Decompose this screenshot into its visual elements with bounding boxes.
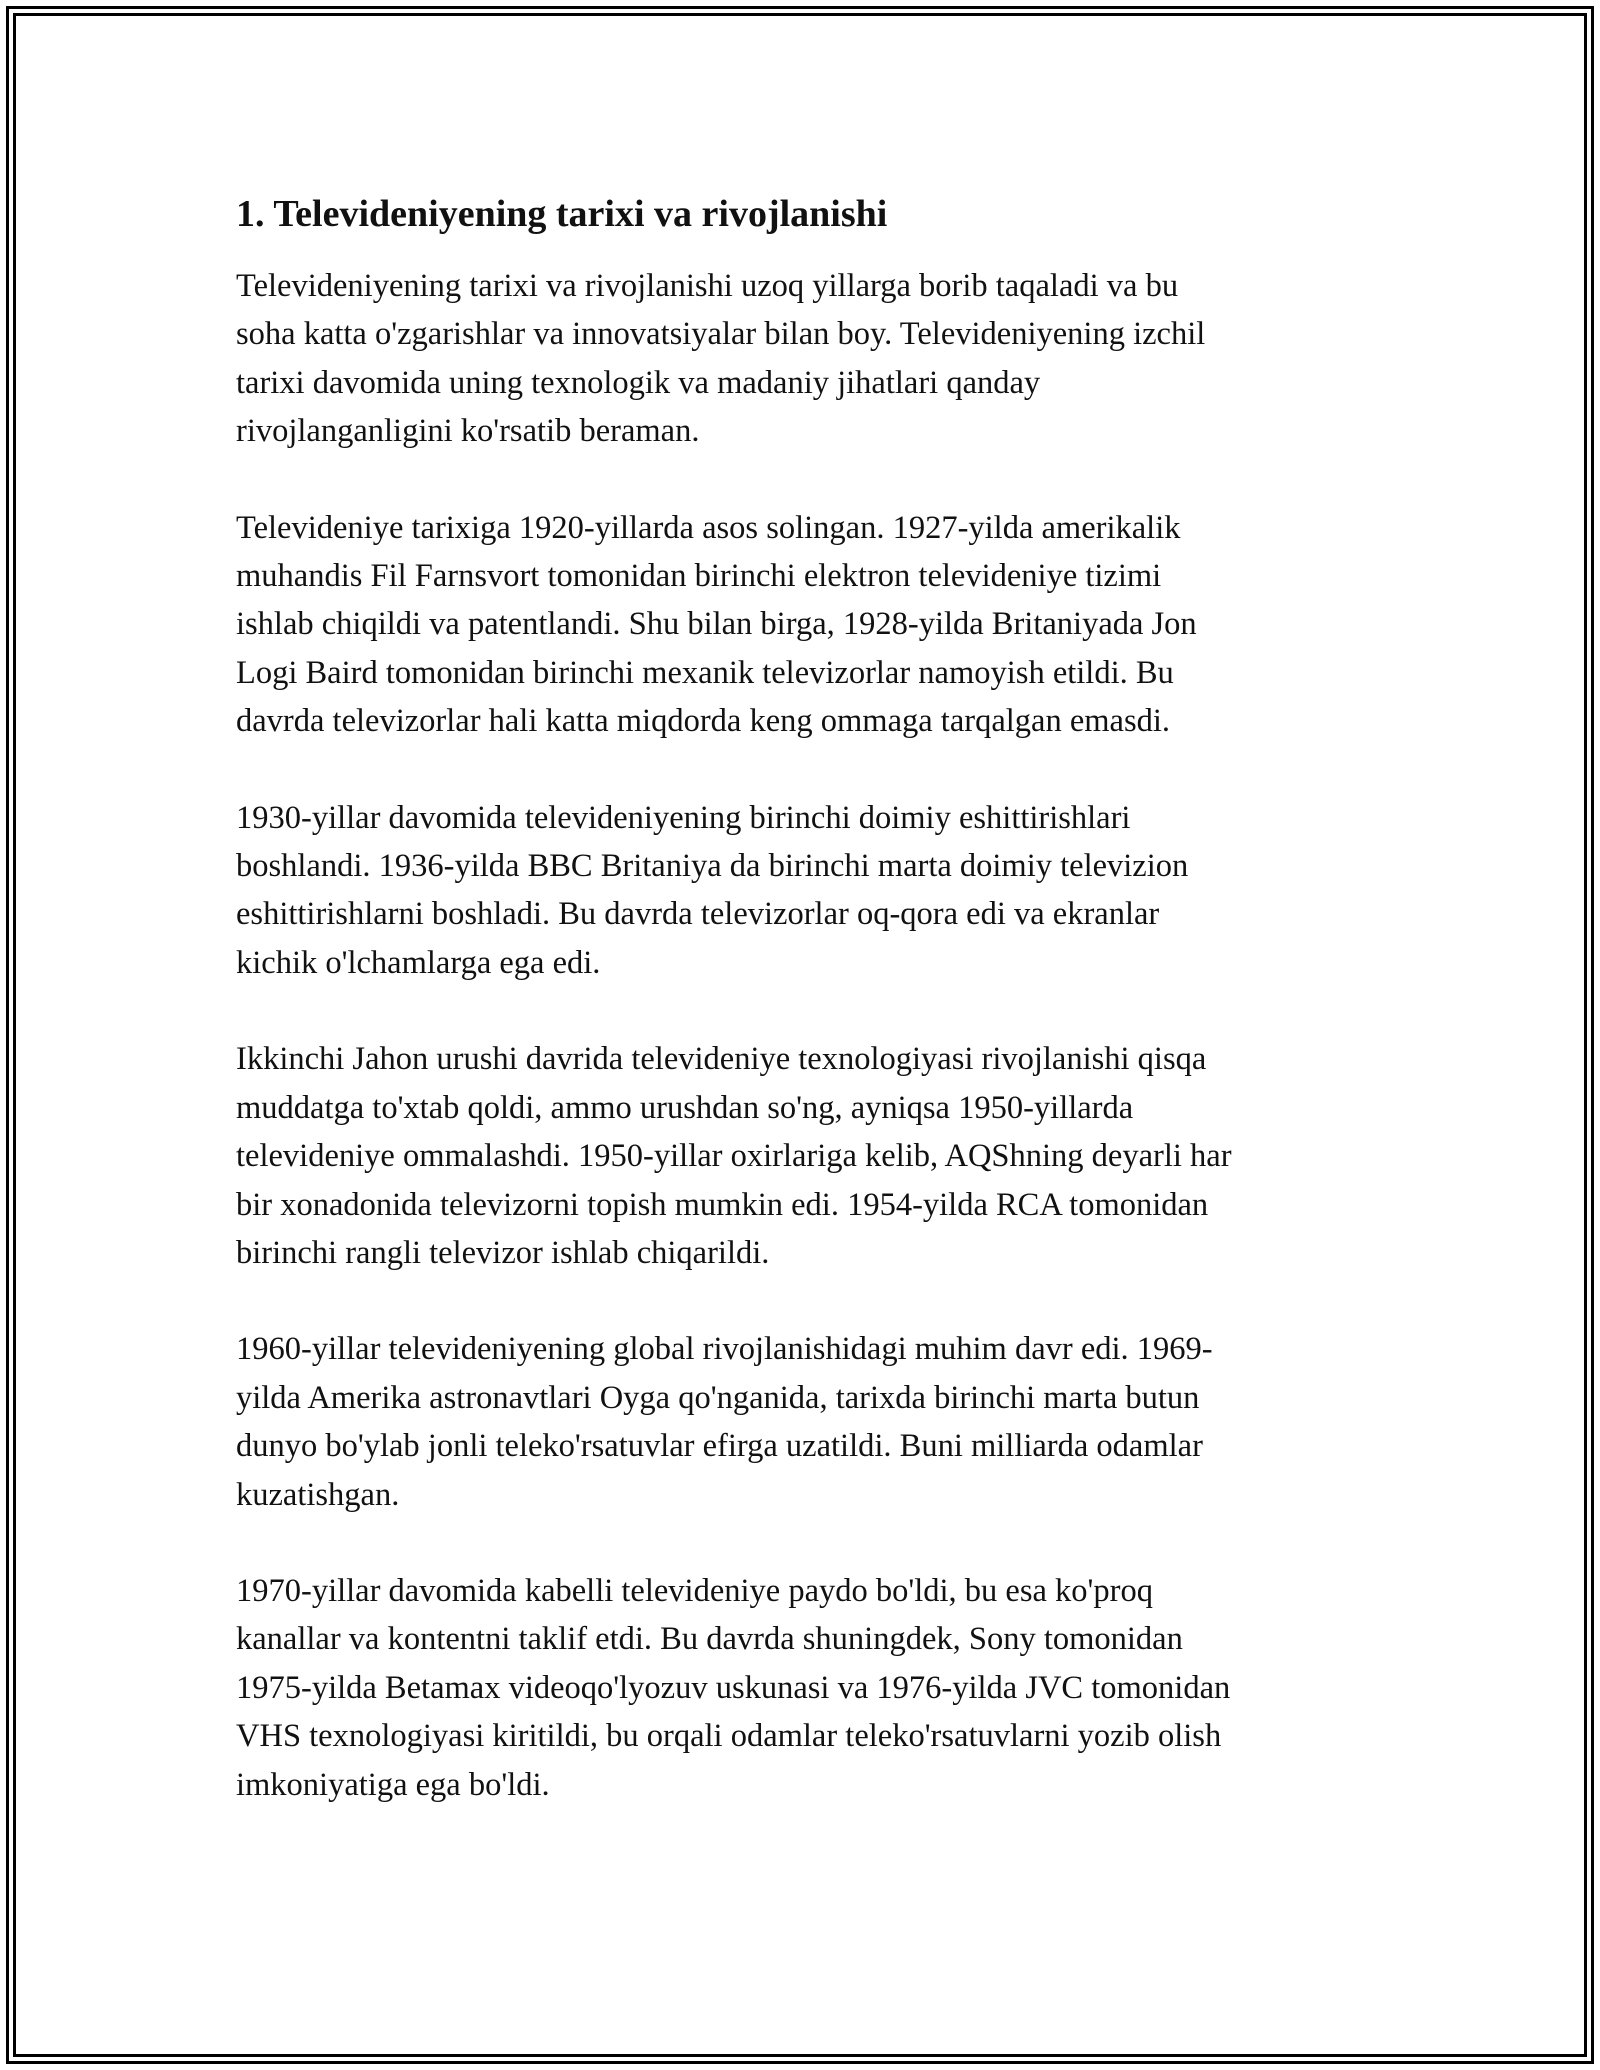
- paragraph-line: Logi Baird tomonidan birinchi mexanik televizorlar namoyish etildi. Bu: [236, 654, 1174, 691]
- paragraph-line: VHS texnologiyasi kiritildi, bu orqali odamlar teleko'rsatuvlarni yozib olish: [236, 1718, 1222, 1755]
- document-body: [236, 186, 1386, 1857]
- paragraph-line: birinchi rangli televizor ishlab chiqarildi.: [236, 1234, 770, 1271]
- paragraph-line: kanallar va kontentni taklif etdi. Bu davrda shuningdek, Sony tomonidan: [236, 1621, 1183, 1658]
- paragraph-line: 1930-yillar davomida televideniyening birinchi doimiy eshittirishlari: [236, 799, 1131, 836]
- paragraph-line: kuzatishgan.: [236, 1476, 400, 1513]
- paragraph-line: kichik o'lchamlarga ega edi.: [236, 944, 601, 981]
- paragraph-line: tarixi davomida uning texnologik va madaniy jihatlari qanday: [236, 364, 1041, 401]
- paragraph-line: soha katta o'zgarishlar va innovatsiyalar bilan boy. Televideniyening izchil: [236, 316, 1206, 353]
- paragraph-line: 1970-yillar davomida kabelli televideniye paydo bo'ldi, bu esa ko'proq: [236, 1572, 1153, 1609]
- paragraph-line: Ikkinchi Jahon urushi davrida televideniye texnologiyasi rivojlanishi qisqa: [236, 1041, 1207, 1078]
- paragraph: [236, 1567, 1386, 1809]
- paragraph-line: Televideniyening tarixi va rivojlanishi uzoq yillarga borib taqaladi va bu: [236, 268, 1179, 304]
- paragraph-line: 1960-yillar televideniyening global rivojlanishidagi muhim davr edi. 1969-: [236, 1331, 1213, 1368]
- paragraph: [236, 504, 1386, 746]
- paragraph-line: bir xonadonida televizorni topish mumkin edi. 1954-yilda RCA tomonidan: [236, 1186, 1209, 1223]
- section-heading: 1. Televideniyening tarixi va rivojlanishi: [236, 193, 888, 235]
- paragraph-line: rivojlanganligini ko'rsatib beraman.: [236, 413, 700, 450]
- paragraph: [236, 1325, 1386, 1519]
- paragraph-line: Televideniye tarixiga 1920-yillarda asos solingan. 1927-yilda amerikalik: [236, 509, 1181, 546]
- paragraph-line: 1975-yilda Betamax videoqo'lyozuv uskunasi va 1976-yilda JVC tomonidan: [236, 1669, 1231, 1706]
- paragraph: [236, 794, 1386, 988]
- paragraph-line: televideniye ommalashdi. 1950-yillar oxirlariga kelib, AQShning deyarli har: [236, 1138, 1232, 1175]
- paragraph-line: boshlandi. 1936-yilda BBC Britaniya da birinchi marta doimiy televizion: [236, 848, 1189, 885]
- paragraph-line: dunyo bo'ylab jonli teleko'rsatuvlar efirga uzatildi. Buni milliarda odamlar: [236, 1428, 1203, 1465]
- paragraph-line: ishlab chiqildi va patentlandi. Shu bilan birga, 1928-yilda Britaniyada Jon: [236, 606, 1197, 643]
- paragraph-line: imkoniyatiga ega bo'ldi.: [236, 1766, 550, 1803]
- paragraph-line: yilda Amerika astronavtlari Oyga qo'nganida, tarixda birinchi marta butun: [236, 1379, 1200, 1416]
- paragraph: [236, 262, 1386, 456]
- paragraph-line: davrda televizorlar hali katta miqdorda keng ommaga tarqalgan emasdi.: [236, 703, 1171, 740]
- paragraph: [236, 1035, 1386, 1277]
- paragraph-line: muhandis Fil Farnsvort tomonidan birinchi elektron televideniye tizimi: [236, 558, 1162, 595]
- paragraph-line: muddatga to'xtab qoldi, ammo urushdan so'ng, ayniqsa 1950-yillarda: [236, 1089, 1134, 1126]
- paragraph-list: [236, 262, 1386, 1809]
- paragraph-line: eshittirishlarni boshladi. Bu davrda televizorlar oq-qora edi va ekranlar: [236, 896, 1160, 933]
